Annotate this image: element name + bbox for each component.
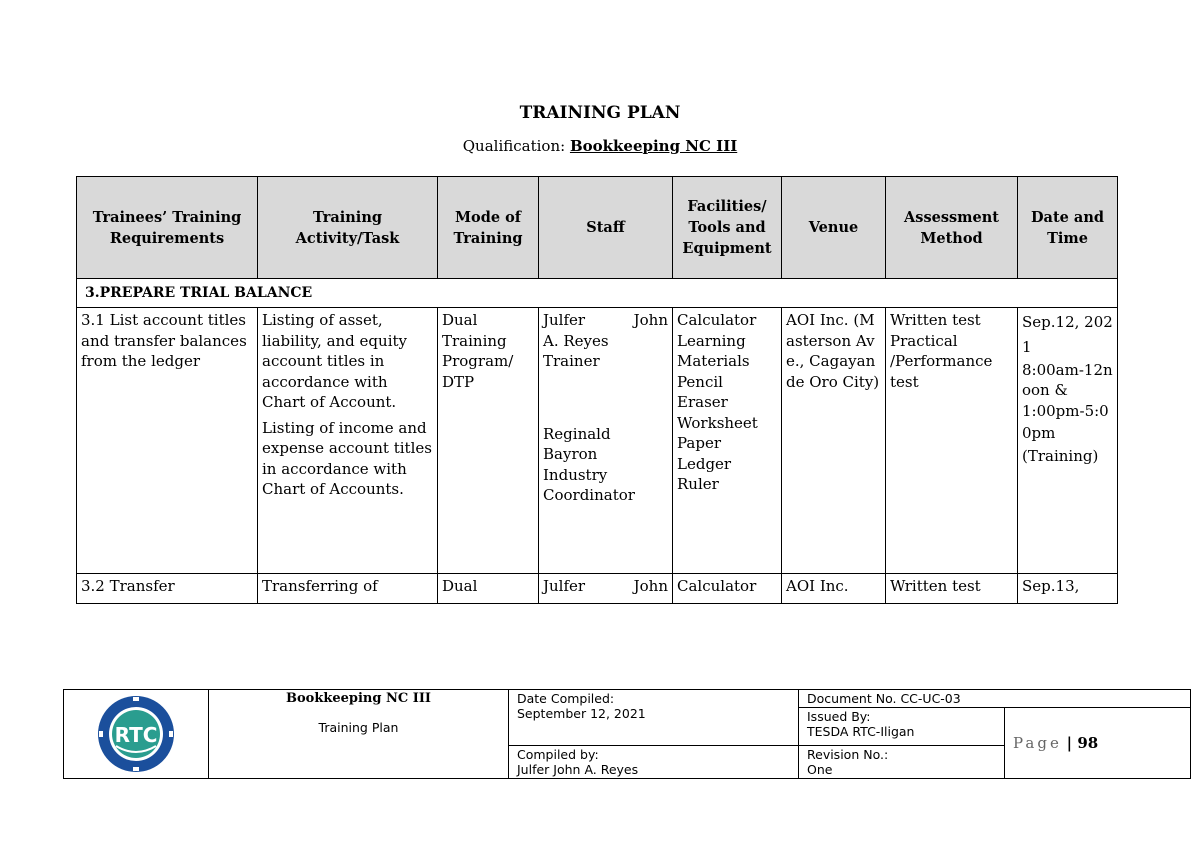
table-row [77, 574, 1118, 604]
cell-assessment: Written test [886, 574, 1018, 604]
footer-document-no: Document No. CC-UC-03 [799, 690, 1191, 708]
col-header-activity: Training Activity/Task [258, 177, 438, 279]
date-value: Sep.12, 2021 [1022, 313, 1113, 356]
cell-facilities: Calculator [673, 574, 782, 604]
time-am: 8:00am-12noon & [1022, 361, 1113, 399]
footer-title-cell [209, 690, 509, 779]
revision-label: Revision No.: [807, 747, 889, 762]
revision-value: One [807, 762, 833, 777]
staff-name-part: John [633, 311, 668, 329]
document-footer [63, 689, 1191, 779]
col-header-staff: Staff [539, 177, 673, 279]
staff-role: Industry Coordinator [543, 465, 635, 504]
footer-revision [799, 746, 1005, 779]
cell-date: Sep.13, [1018, 574, 1118, 604]
compiled-by-value: Julfer John A. Reyes [517, 762, 639, 777]
staff-name-part: Julfer [543, 311, 586, 329]
table-row [77, 308, 1118, 574]
assessment-item: Written test [890, 311, 981, 329]
col-header-date: Date and Time [1018, 177, 1118, 279]
compiled-by-label: Compiled by: [517, 747, 599, 762]
footer-doc-type: Training Plan [318, 720, 399, 735]
col-header-facilities: Facilities/ Tools and Equipment [673, 177, 782, 279]
section-title: 3.PREPARE TRIAL BALANCE [77, 279, 1118, 308]
footer-compiled-by [509, 746, 799, 779]
cell-requirement: 3.1 List account titles and transfer balances from the ledger [77, 308, 258, 574]
facility-item: Eraser [677, 393, 728, 411]
staff-name-part: A. Reyes [543, 331, 609, 350]
cell-facilities [673, 308, 782, 574]
facility-item: Learning Materials [677, 331, 750, 370]
cell-venue: AOI Inc. [782, 574, 886, 604]
date-note: (Training) [1022, 447, 1099, 465]
cell-assessment [886, 308, 1018, 574]
cell-requirement: 3.2 Transfer [77, 574, 258, 604]
date-compiled-value: September 12, 2021 [517, 706, 646, 721]
cell-date-time [1018, 308, 1118, 574]
facility-item: Worksheet [677, 413, 758, 432]
staff-name-part: Julfer [543, 577, 586, 595]
table-header-row [77, 177, 1118, 279]
footer-date-compiled [509, 690, 799, 746]
footer-logo-cell [64, 690, 209, 779]
col-header-venue: Venue [782, 177, 886, 279]
facility-item: Paper [677, 434, 722, 452]
svg-text:RTC: RTC [114, 723, 158, 747]
issued-by-label: Issued By: [807, 709, 871, 724]
col-header-requirements: Trainees’ Training Requirements [77, 177, 258, 279]
page-label: Page [1013, 734, 1062, 752]
staff-name: Reginald Bayron [543, 424, 611, 463]
rtc-iligan-logo [96, 694, 176, 774]
qualification-label: Qualification: [462, 137, 570, 155]
time-pm: 1:00pm-5:00pm [1022, 402, 1109, 442]
page-title: TRAINING PLAN [519, 103, 681, 123]
qualification-line [0, 137, 1200, 155]
footer-page: Page | 98 [1005, 708, 1191, 779]
cell-activity: Transferring of [258, 574, 438, 604]
col-header-assessment: Assessment Method [886, 177, 1018, 279]
cell-activity [258, 308, 438, 574]
footer-issued-by [799, 708, 1005, 746]
footer-qualification: Bookkeeping NC III [286, 691, 431, 706]
qualification-value: Bookkeeping NC III [569, 137, 738, 155]
training-plan-table [76, 176, 1118, 604]
col-header-mode: Mode of Training [438, 177, 539, 279]
cell-mode: Dual [438, 574, 539, 604]
facility-item: Ruler [677, 475, 719, 493]
facility-item: Calculator [677, 311, 757, 329]
cell-staff [539, 574, 673, 604]
activity-item: Listing of asset, liability, and equity account titles in accordance with Chart of Account. [262, 311, 407, 411]
staff-role: Trainer [543, 352, 600, 370]
cell-staff [539, 308, 673, 574]
activity-item: Listing of income and expense account titles in accordance with Chart of Accounts. [262, 418, 432, 498]
page-number: 98 [1077, 734, 1099, 752]
facility-item: Ledger [677, 454, 732, 473]
assessment-item: Practical /Performance test [890, 331, 993, 391]
facility-item: Pencil [677, 372, 723, 391]
section-row [77, 279, 1118, 308]
staff-name-part: John [633, 577, 668, 595]
cell-mode: Dual Training Program/ DTP [438, 308, 539, 574]
issued-by-value: TESDA RTC-Iligan [807, 724, 915, 739]
staff-name-line [543, 310, 668, 331]
cell-venue: AOI Inc. (Masterson Ave., Cagayan de Oro City) [782, 308, 886, 574]
date-compiled-label: Date Compiled: [517, 691, 615, 706]
staff-name-line [543, 576, 668, 597]
